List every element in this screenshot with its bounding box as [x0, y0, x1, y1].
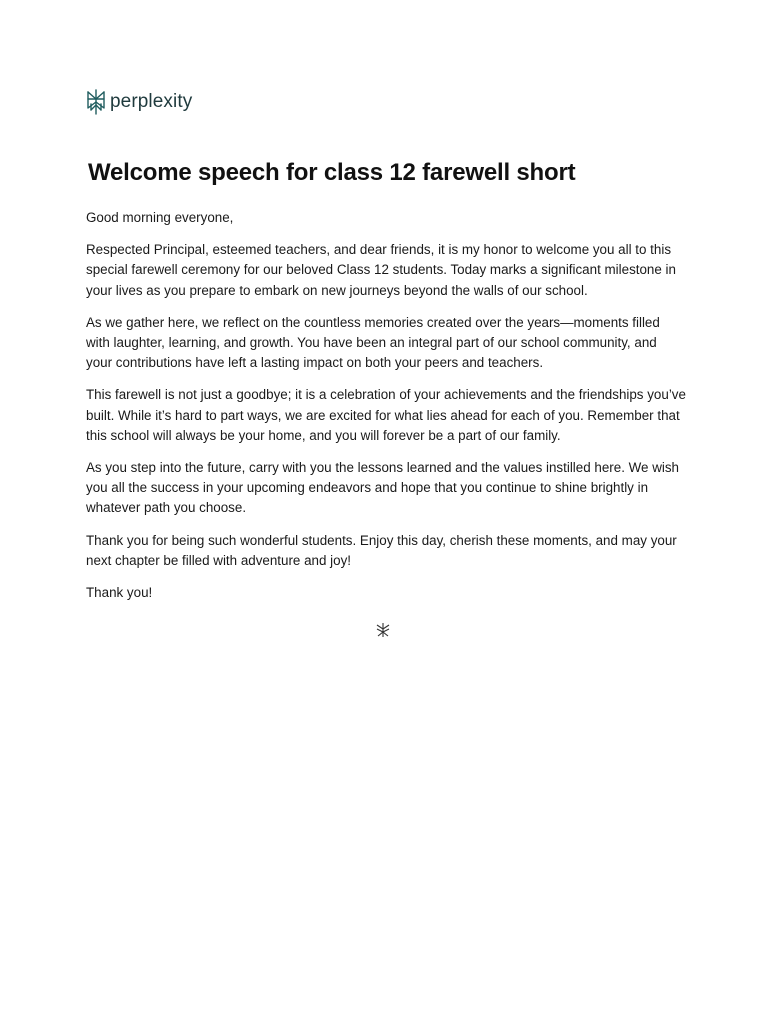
paragraph-celebration: This farewell is not just a goodbye; it is a celebration of your achievements and the friendships you’ve built. While it’s hard to part ways, we are excited for what lies ahead for each of you. Remember that this school will always be your home, and you will forever be a part of our family.: [86, 387, 686, 443]
brand-name: perplexity: [110, 91, 193, 112]
perplexity-small-mark-icon: [375, 622, 391, 638]
paragraph-future: As you step into the future, carry with you the lessons learned and the values instilled here. We wish you all the success in your upcoming endeavors and hope that you continue to shine brightly in whatever path you choose.: [86, 460, 679, 516]
document-body: [86, 154, 686, 615]
paragraph-greeting: Good morning everyone,: [86, 210, 234, 225]
paragraph-closing: Thank you!: [86, 585, 153, 601]
document-title: Welcome speech for class 12 farewell short: [88, 159, 576, 186]
perplexity-logo-icon: [86, 89, 106, 115]
perplexity-logo: [86, 89, 192, 115]
paragraph-welcome: Respected Principal, esteemed teachers, and dear friends, it is my honor to welcome you all to this special farewell ceremony for our beloved Class 12 students. Today marks a significant milestone in your lives as you prepare to embark on new journeys beyond the walls of our school.: [86, 242, 676, 298]
paragraph-memories: As we gather here, we reflect on the countless memories created over the years—moments filled with laughter, learning, and growth. You have been an integral part of our school community, and your contributions have left a lasting impact on both your peers and teachers.: [86, 314, 660, 371]
paragraph-thanks: Thank you for being such wonderful students. Enjoy this day, cherish these moments, and may your next chapter be filled with adventure and joy!: [86, 532, 677, 568]
